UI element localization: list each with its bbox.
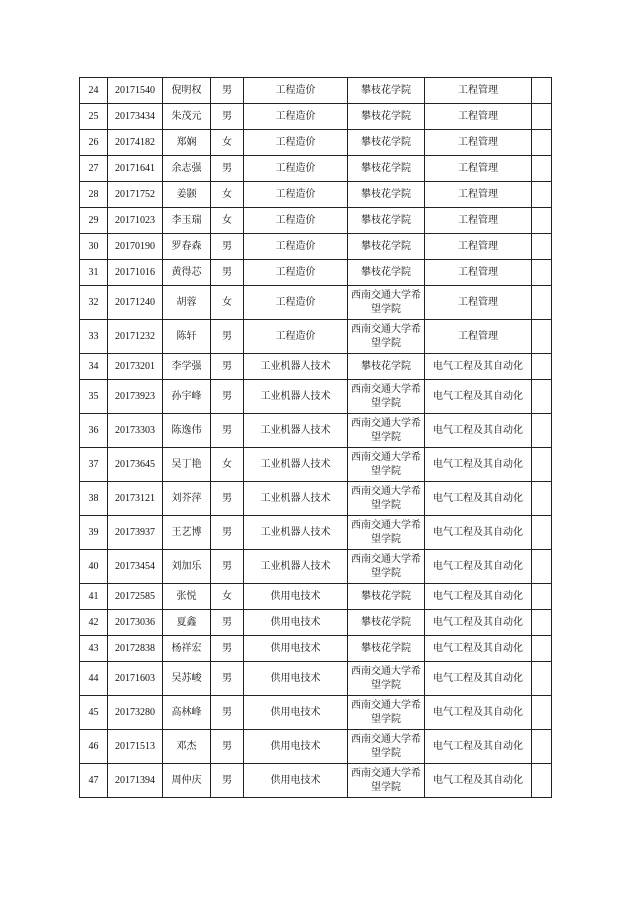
- cell-remark: [532, 234, 552, 260]
- cell-student-id: 20173937: [108, 516, 163, 550]
- cell-student-id: 20173923: [108, 380, 163, 414]
- cell-sex: 男: [211, 662, 244, 696]
- table-row: [80, 448, 552, 482]
- cell-number: 30: [80, 234, 108, 260]
- table-row: [80, 380, 552, 414]
- cell-student-id: 20173645: [108, 448, 163, 482]
- cell-student-id: 20171513: [108, 730, 163, 764]
- table-row: [80, 130, 552, 156]
- cell-major: 工程造价: [244, 286, 348, 320]
- cell-name: 杨祥宏: [163, 636, 211, 662]
- cell-major: 工业机器人技术: [244, 380, 348, 414]
- cell-college: 攀枝花学院: [348, 104, 425, 130]
- cell-college: 攀枝花学院: [348, 260, 425, 286]
- cell-college: 攀枝花学院: [348, 156, 425, 182]
- cell-college: 西南交通大学希望学院: [348, 414, 425, 448]
- cell-remark: [532, 380, 552, 414]
- cell-target-major: 工程管理: [425, 104, 532, 130]
- cell-number: 27: [80, 156, 108, 182]
- cell-student-id: 20171641: [108, 156, 163, 182]
- cell-student-id: 20173434: [108, 104, 163, 130]
- cell-student-id: 20171016: [108, 260, 163, 286]
- cell-sex: 男: [211, 636, 244, 662]
- cell-student-id: 20173121: [108, 482, 163, 516]
- table-row: [80, 482, 552, 516]
- cell-name: 郑娴: [163, 130, 211, 156]
- cell-college: 攀枝花学院: [348, 584, 425, 610]
- cell-major: 供用电技术: [244, 764, 348, 798]
- table-row: [80, 234, 552, 260]
- cell-name: 罗春森: [163, 234, 211, 260]
- cell-major: 供用电技术: [244, 584, 348, 610]
- cell-student-id: 20170190: [108, 234, 163, 260]
- cell-name: 胡蓉: [163, 286, 211, 320]
- cell-college: 攀枝花学院: [348, 130, 425, 156]
- cell-remark: [532, 730, 552, 764]
- table-row: [80, 354, 552, 380]
- cell-student-id: 20174182: [108, 130, 163, 156]
- cell-name: 倪明权: [163, 78, 211, 104]
- cell-major: 工程造价: [244, 130, 348, 156]
- cell-remark: [532, 764, 552, 798]
- cell-name: 高林峰: [163, 696, 211, 730]
- cell-name: 张悦: [163, 584, 211, 610]
- cell-major: 工业机器人技术: [244, 482, 348, 516]
- cell-name: 余志强: [163, 156, 211, 182]
- cell-student-id: 20172585: [108, 584, 163, 610]
- cell-number: 38: [80, 482, 108, 516]
- cell-major: 工程造价: [244, 260, 348, 286]
- cell-student-id: 20172838: [108, 636, 163, 662]
- cell-number: 46: [80, 730, 108, 764]
- cell-sex: 男: [211, 610, 244, 636]
- cell-number: 32: [80, 286, 108, 320]
- cell-name: 李学强: [163, 354, 211, 380]
- cell-name: 朱茂元: [163, 104, 211, 130]
- cell-remark: [532, 636, 552, 662]
- cell-college: 攀枝花学院: [348, 234, 425, 260]
- cell-major: 供用电技术: [244, 662, 348, 696]
- cell-number: 37: [80, 448, 108, 482]
- cell-sex: 女: [211, 208, 244, 234]
- cell-student-id: 20171540: [108, 78, 163, 104]
- cell-sex: 女: [211, 182, 244, 208]
- cell-remark: [532, 550, 552, 584]
- cell-target-major: 电气工程及其自动化: [425, 636, 532, 662]
- cell-remark: [532, 320, 552, 354]
- cell-target-major: 工程管理: [425, 130, 532, 156]
- cell-number: 28: [80, 182, 108, 208]
- table-row: [80, 662, 552, 696]
- cell-sex: 男: [211, 414, 244, 448]
- table-row: [80, 516, 552, 550]
- cell-remark: [532, 260, 552, 286]
- cell-sex: 男: [211, 320, 244, 354]
- cell-number: 45: [80, 696, 108, 730]
- cell-major: 供用电技术: [244, 610, 348, 636]
- cell-sex: 男: [211, 234, 244, 260]
- cell-target-major: 电气工程及其自动化: [425, 584, 532, 610]
- cell-remark: [532, 448, 552, 482]
- table-row: [80, 260, 552, 286]
- cell-major: 工程造价: [244, 208, 348, 234]
- cell-student-id: 20173036: [108, 610, 163, 636]
- cell-number: 43: [80, 636, 108, 662]
- table-row: [80, 550, 552, 584]
- cell-number: 25: [80, 104, 108, 130]
- table-row: [80, 78, 552, 104]
- cell-number: 26: [80, 130, 108, 156]
- table-row: [80, 156, 552, 182]
- cell-sex: 男: [211, 516, 244, 550]
- cell-major: 工程造价: [244, 320, 348, 354]
- cell-major: 工程造价: [244, 78, 348, 104]
- cell-target-major: 工程管理: [425, 182, 532, 208]
- cell-name: 刘芥萍: [163, 482, 211, 516]
- cell-remark: [532, 696, 552, 730]
- table-row: [80, 584, 552, 610]
- cell-sex: 女: [211, 584, 244, 610]
- cell-major: 工业机器人技术: [244, 516, 348, 550]
- cell-remark: [532, 354, 552, 380]
- cell-name: 周仲庆: [163, 764, 211, 798]
- cell-major: 工程造价: [244, 234, 348, 260]
- cell-student-id: 20173454: [108, 550, 163, 584]
- cell-name: 夏鑫: [163, 610, 211, 636]
- cell-sex: 男: [211, 156, 244, 182]
- cell-student-id: 20173201: [108, 354, 163, 380]
- cell-sex: 女: [211, 448, 244, 482]
- cell-student-id: 20171023: [108, 208, 163, 234]
- cell-college: 攀枝花学院: [348, 78, 425, 104]
- cell-major: 工程造价: [244, 156, 348, 182]
- cell-sex: 男: [211, 550, 244, 584]
- cell-target-major: 工程管理: [425, 286, 532, 320]
- cell-remark: [532, 414, 552, 448]
- table-row: [80, 286, 552, 320]
- cell-number: 35: [80, 380, 108, 414]
- cell-sex: 男: [211, 730, 244, 764]
- cell-major: 供用电技术: [244, 696, 348, 730]
- cell-target-major: 电气工程及其自动化: [425, 414, 532, 448]
- cell-student-id: 20171752: [108, 182, 163, 208]
- cell-name: 刘加乐: [163, 550, 211, 584]
- table-row: [80, 696, 552, 730]
- cell-number: 31: [80, 260, 108, 286]
- table-row: [80, 636, 552, 662]
- table-row: [80, 182, 552, 208]
- cell-major: 工程造价: [244, 104, 348, 130]
- cell-sex: 男: [211, 260, 244, 286]
- cell-target-major: 电气工程及其自动化: [425, 550, 532, 584]
- cell-target-major: 工程管理: [425, 320, 532, 354]
- cell-college: 西南交通大学希望学院: [348, 696, 425, 730]
- cell-number: 44: [80, 662, 108, 696]
- cell-name: 黄得芯: [163, 260, 211, 286]
- cell-college: 西南交通大学希望学院: [348, 286, 425, 320]
- cell-sex: 男: [211, 104, 244, 130]
- cell-college: 西南交通大学希望学院: [348, 380, 425, 414]
- cell-target-major: 电气工程及其自动化: [425, 380, 532, 414]
- cell-college: 西南交通大学希望学院: [348, 516, 425, 550]
- cell-college: 西南交通大学希望学院: [348, 550, 425, 584]
- cell-student-id: 20171232: [108, 320, 163, 354]
- cell-sex: 男: [211, 354, 244, 380]
- cell-sex: 男: [211, 482, 244, 516]
- cell-name: 吴丁艳: [163, 448, 211, 482]
- cell-name: 陈逸伟: [163, 414, 211, 448]
- cell-student-id: 20173303: [108, 414, 163, 448]
- cell-target-major: 电气工程及其自动化: [425, 764, 532, 798]
- cell-college: 攀枝花学院: [348, 636, 425, 662]
- cell-remark: [532, 78, 552, 104]
- cell-college: 西南交通大学希望学院: [348, 730, 425, 764]
- cell-college: 西南交通大学希望学院: [348, 662, 425, 696]
- cell-name: 王艺博: [163, 516, 211, 550]
- cell-target-major: 电气工程及其自动化: [425, 448, 532, 482]
- cell-target-major: 电气工程及其自动化: [425, 610, 532, 636]
- cell-sex: 男: [211, 78, 244, 104]
- cell-sex: 女: [211, 130, 244, 156]
- cell-name: 吴苏峻: [163, 662, 211, 696]
- table-body: [80, 78, 552, 798]
- table-row: [80, 320, 552, 354]
- cell-student-id: 20171394: [108, 764, 163, 798]
- cell-remark: [532, 104, 552, 130]
- cell-number: 42: [80, 610, 108, 636]
- cell-remark: [532, 662, 552, 696]
- cell-remark: [532, 516, 552, 550]
- cell-name: 陈轩: [163, 320, 211, 354]
- cell-name: 李玉瑞: [163, 208, 211, 234]
- cell-college: 攀枝花学院: [348, 610, 425, 636]
- cell-target-major: 电气工程及其自动化: [425, 482, 532, 516]
- cell-remark: [532, 182, 552, 208]
- cell-target-major: 工程管理: [425, 234, 532, 260]
- cell-college: 西南交通大学希望学院: [348, 320, 425, 354]
- cell-name: 孙宇峰: [163, 380, 211, 414]
- cell-number: 24: [80, 78, 108, 104]
- cell-student-id: 20171603: [108, 662, 163, 696]
- table-row: [80, 208, 552, 234]
- table-row: [80, 104, 552, 130]
- cell-sex: 男: [211, 696, 244, 730]
- cell-college: 西南交通大学希望学院: [348, 764, 425, 798]
- cell-college: 攀枝花学院: [348, 208, 425, 234]
- cell-major: 工程造价: [244, 182, 348, 208]
- cell-target-major: 电气工程及其自动化: [425, 354, 532, 380]
- cell-target-major: 电气工程及其自动化: [425, 662, 532, 696]
- cell-major: 供用电技术: [244, 636, 348, 662]
- cell-remark: [532, 286, 552, 320]
- cell-remark: [532, 208, 552, 234]
- cell-remark: [532, 584, 552, 610]
- table-row: [80, 730, 552, 764]
- cell-target-major: 电气工程及其自动化: [425, 730, 532, 764]
- cell-college: 西南交通大学希望学院: [348, 482, 425, 516]
- cell-sex: 男: [211, 380, 244, 414]
- cell-number: 34: [80, 354, 108, 380]
- cell-major: 供用电技术: [244, 730, 348, 764]
- cell-major: 工业机器人技术: [244, 448, 348, 482]
- cell-name: 邓杰: [163, 730, 211, 764]
- cell-target-major: 工程管理: [425, 156, 532, 182]
- cell-target-major: 工程管理: [425, 78, 532, 104]
- cell-name: 姜颢: [163, 182, 211, 208]
- cell-number: 39: [80, 516, 108, 550]
- cell-student-id: 20171240: [108, 286, 163, 320]
- cell-major: 工业机器人技术: [244, 550, 348, 584]
- cell-target-major: 电气工程及其自动化: [425, 516, 532, 550]
- cell-college: 攀枝花学院: [348, 354, 425, 380]
- cell-sex: 男: [211, 764, 244, 798]
- cell-number: 41: [80, 584, 108, 610]
- cell-remark: [532, 130, 552, 156]
- cell-number: 47: [80, 764, 108, 798]
- table-row: [80, 414, 552, 448]
- cell-number: 40: [80, 550, 108, 584]
- cell-remark: [532, 156, 552, 182]
- cell-remark: [532, 482, 552, 516]
- cell-remark: [532, 610, 552, 636]
- cell-number: 33: [80, 320, 108, 354]
- cell-major: 工业机器人技术: [244, 354, 348, 380]
- cell-number: 36: [80, 414, 108, 448]
- cell-major: 工业机器人技术: [244, 414, 348, 448]
- cell-target-major: 工程管理: [425, 260, 532, 286]
- student-table: [79, 77, 552, 798]
- cell-student-id: 20173280: [108, 696, 163, 730]
- table-row: [80, 610, 552, 636]
- cell-target-major: 电气工程及其自动化: [425, 696, 532, 730]
- table-row: [80, 764, 552, 798]
- cell-college: 西南交通大学希望学院: [348, 448, 425, 482]
- cell-target-major: 工程管理: [425, 208, 532, 234]
- cell-college: 攀枝花学院: [348, 182, 425, 208]
- cell-sex: 女: [211, 286, 244, 320]
- cell-number: 29: [80, 208, 108, 234]
